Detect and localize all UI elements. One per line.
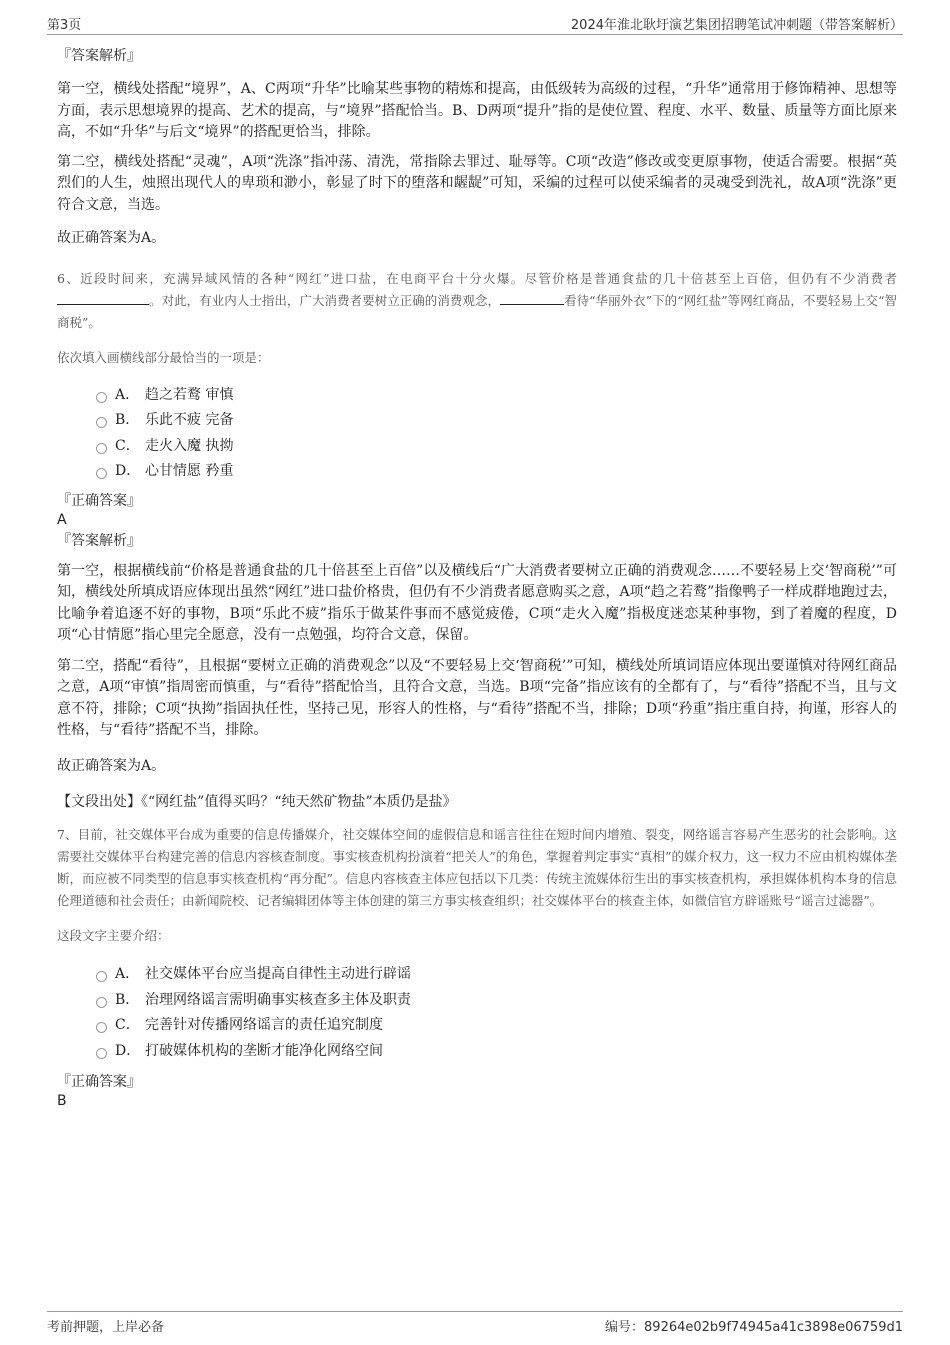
question-6 <box>57 268 897 813</box>
analysis-label: 『答案解析』 <box>57 48 141 64</box>
analysis-paragraph: 第二空，横线处搭配“灵魂”，A项“洗涤”指冲荡、清洗，常指除去罪过、耻辱等。C项“改造”修改或变更原事物，使适合需要。根据“英烈们的人生，烛照出现代人的卑琐和渺小，彰显了时下的堕落和龌龊”可知，采编的过程可以使采编者的灵魂受到洗礼，故A项“洗涤”更符合文意，当选。 <box>57 153 897 213</box>
question-prompt: 这段文字主要介绍： <box>57 928 170 943</box>
page-content <box>57 46 897 1110</box>
radio-button[interactable] <box>96 1022 107 1033</box>
correct-answer: A <box>57 511 67 528</box>
option-c[interactable]: C． 走火入魔 执拗 <box>57 434 897 460</box>
option-b[interactable]: B． 乐此不疲 完备 <box>57 408 897 434</box>
radio-button[interactable] <box>96 443 107 454</box>
page-header <box>47 14 903 35</box>
option-b[interactable]: B． 治理网络谣言需明确事实核查多主体及职责 <box>57 988 897 1014</box>
document-title: 2024年淮北耿圩演艺集团招聘笔试冲刺题（带答案解析） <box>570 18 903 33</box>
page-number: 第3页 <box>47 18 82 33</box>
radio-button[interactable] <box>96 971 107 982</box>
conclusion: 故正确答案为A。 <box>57 757 166 774</box>
question-prompt: 依次填入画横线部分最恰当的一项是： <box>57 349 270 365</box>
question-stem: 6、近段时间来，充满异域风情的各种“网红”进口盐，在电商平台十分火爆。尽管价格是普通食盐的几十倍甚至上百倍，但仍有不少消费者。对此，有业内人士指出，广大消费者要树立正确的消费观念， 看待“华丽外衣”下的“网红盐”等网红商品，不要轻易上交“智商税”。 <box>57 270 897 330</box>
analysis-label: 『答案解析』 <box>57 532 141 549</box>
footer-slogan: 考前押题，上岸必备 <box>47 1320 165 1335</box>
option-d[interactable]: D． 打破媒体机构的垄断才能净化网络空间 <box>57 1039 897 1065</box>
option-a[interactable]: A． 社交媒体平台应当提高自律性主动进行辟谣 <box>57 962 897 988</box>
question-stem: 7、目前，社交媒体平台成为重要的信息传播媒介，社交媒体空间的虚假信息和谣言往往在短时间内增殖、裂变，网络谣言容易产生恶劣的社会影响。这需要社交媒体平台构建完善的信息内容核查制度。事实核查机构扮演着“把关人”的角色，掌握着判定事实“真相”的媒介权力，这一权力不应由机构媒体垄断，而应被不同类型的信息事实核查机构“再分配”。信息内容核查主体应包括以下几类：传统主流媒体衍生出的事实核查机构，承担媒体机构本身的信息伦理道德和社会责任；由新闻院校、记者编辑团体等主体创建的第三方事实核查组织；社交媒体平台的核查主体，如微信官方辟谣账号“谣言过滤器”。 <box>57 827 897 908</box>
radio-button[interactable] <box>96 997 107 1008</box>
answer-label: 『正确答案』 <box>57 1074 141 1090</box>
question-7 <box>57 824 897 1110</box>
analysis-paragraph: 第一空，根据横线前“价格是普通食盐的几十倍甚至上百倍”以及横线后“广大消费者要树立正确的消费观念……不要轻易上交‘智商税’”可知，横线处所填成语应体现出虽然“网红”进口盐价格贵，但仍有不少消费者愿意购买之意，A项“趋之若鹜”指像鸭子一样成群地跑过去，比喻争着追逐不好的事物，B项“乐此不疲”指乐于做某件事而不感觉疲倦，C项“走火入魔”指极度迷恋某种事物，到了着魔的程度，D项“心甘情愿”指心里完全愿意，没有一点勉强，均符合文意，保留。 <box>57 562 897 643</box>
option-c[interactable]: C． 完善针对传播网络谣言的责任追究制度 <box>57 1013 897 1039</box>
correct-answer: B <box>57 1093 67 1109</box>
page-footer <box>47 1311 903 1334</box>
option-list <box>57 383 897 485</box>
option-a[interactable]: A． 趋之若鹜 审慎 <box>57 383 897 409</box>
source-citation: 【文段出处】《“网红盐”值得买吗？“纯天然矿物盐”本质仍是盐》 <box>57 794 457 810</box>
answer-label: 『正确答案』 <box>57 492 141 509</box>
radio-button[interactable] <box>96 1048 107 1059</box>
blank-line <box>57 292 149 305</box>
option-d[interactable]: D． 心甘情愿 矜重 <box>57 459 897 485</box>
blank-line <box>500 292 564 305</box>
option-list <box>57 962 897 1064</box>
document-id: 编号：89264e02b9f74945a41c3898e06759d1 <box>605 1320 903 1335</box>
conclusion: 故正确答案为A。 <box>57 230 166 246</box>
radio-button[interactable] <box>96 468 107 479</box>
analysis-paragraph: 第二空，搭配“看待”，且根据“要树立正确的消费观念”以及“不要轻易上交‘智商税’”可知，横线处所填词语应体现出要谨慎对待网红商品之意，A项“审慎”指周密而慎重，与“看待”搭配恰当，且符合文意，当选。B项“完备”指应该有的全都有了，与“看待”搭配不当，且与文意不符，排除；C项“执拗”指固执任性，坚持己见，形容人的性格，与“看待”搭配不当，排除；D项“矜重”指庄重自持，拘谨，形容人的性格，与“看待”搭配不当，排除。 <box>57 657 897 738</box>
analysis-paragraph: 第一空，横线处搭配“境界”，A、C两项“升华”比喻某些事物的精炼和提高，由低级转为高级的过程，“升华”通常用于修饰精神、思想等方面，表示思想境界的提高、艺术的提高，与“境界”搭配恰当。B、D两项“提升”指的是使位置、程度、水平、数量、质量等方面比原来高，不如“升华”与后文“境界”的搭配更恰当，排除。 <box>57 81 897 140</box>
radio-button[interactable] <box>96 392 107 403</box>
radio-button[interactable] <box>96 417 107 428</box>
